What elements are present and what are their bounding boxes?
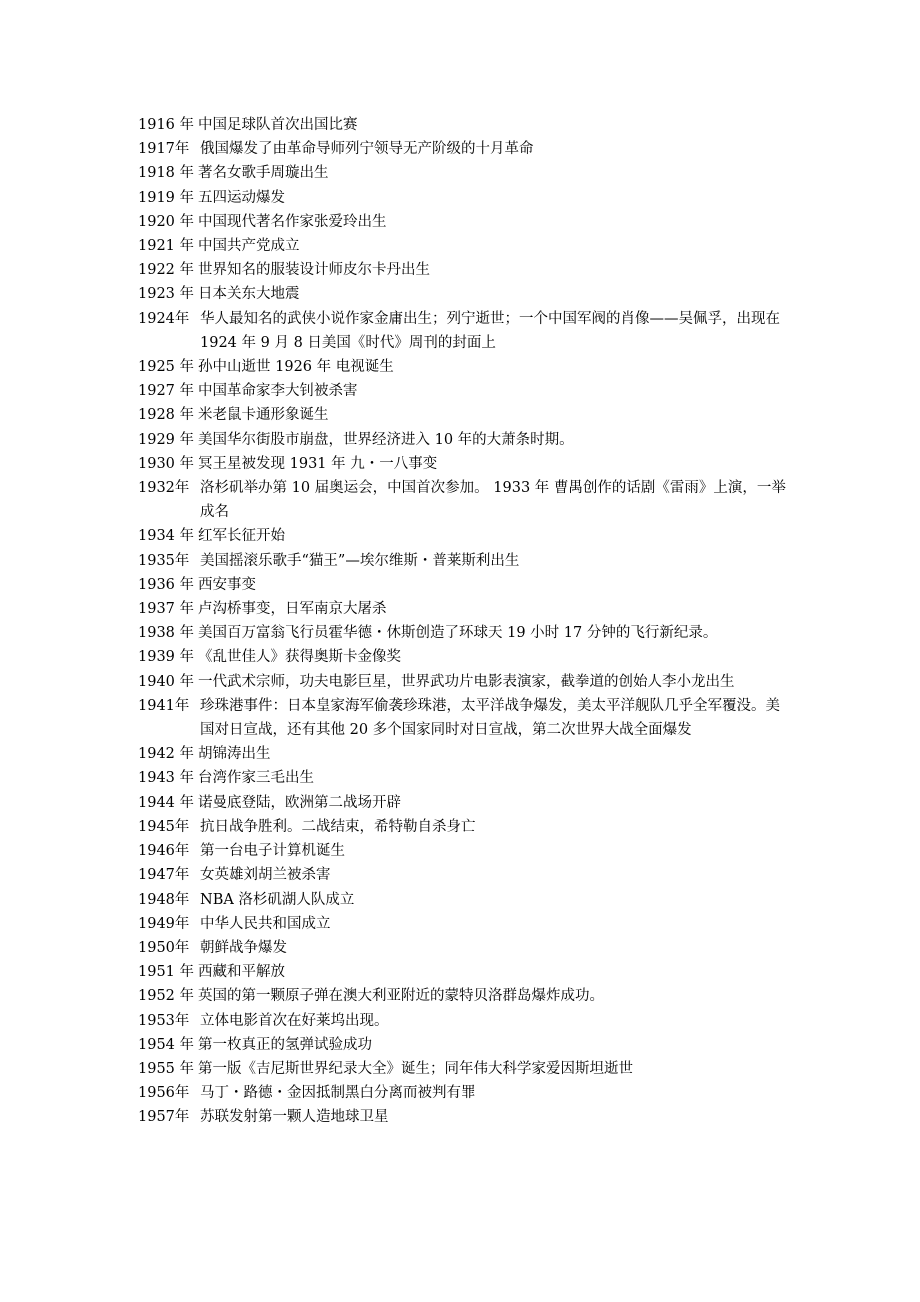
entry-text: 著名女歌手周璇出生 [198, 165, 329, 182]
entry-year: 1949年 [138, 915, 190, 932]
entry-year: 1938 年 [138, 625, 195, 642]
entry-year: 1944 年 [138, 794, 195, 811]
entry-year: 1942 年 [138, 746, 195, 763]
timeline-entry [138, 355, 788, 379]
timeline-entry [138, 621, 788, 645]
entry-text: 一代武术宗师，功夫电影巨星，世界武功片电影表演家，截拳道的创始人李小龙出生 [198, 673, 735, 690]
entry-text: 美国百万富翁飞行员霍华德・休斯创造了环球天 19 小时 17 分钟的飞行新纪录。 [198, 625, 718, 642]
entry-text: 《乱世佳人》获得奥斯卡金像奖 [198, 649, 402, 666]
entry-year: 1924年 [138, 310, 190, 327]
entry-year: 1932年 [138, 480, 190, 497]
timeline-entry [138, 428, 788, 452]
entry-text: 第一版《吉尼斯世界纪录大全》诞生；同年伟大科学家爱因斯坦逝世 [198, 1060, 634, 1077]
entry-year: 1957年 [138, 1109, 190, 1126]
timeline-entry [138, 1105, 788, 1129]
entry-year: 1951 年 [138, 964, 195, 981]
entry-year: 1936 年 [138, 576, 195, 593]
entry-year: 1947年 [138, 867, 190, 884]
timeline-entry [138, 137, 788, 161]
entry-year: 1937 年 [138, 601, 195, 618]
entry-text: 卢沟桥事变，日军南京大屠杀 [198, 601, 387, 618]
timeline-entry [138, 1009, 788, 1033]
entry-year: 1945年 [138, 818, 190, 835]
timeline-entry [138, 282, 788, 306]
timeline-entry [138, 984, 788, 1008]
entry-year: 1940 年 [138, 673, 195, 690]
entry-text: 米老鼠卡通形象诞生 [198, 407, 329, 424]
timeline-entry [138, 960, 788, 984]
timeline-entry [138, 766, 788, 790]
entry-year: 1954 年 [138, 1036, 195, 1053]
timeline-entry [138, 1057, 788, 1081]
timeline-entry [138, 694, 788, 742]
entry-text: 冥王星被发现 1931 年 九・一八事变 [198, 455, 438, 472]
entry-text: 苏联发射第一颗人造地球卫星 [200, 1109, 389, 1126]
entry-text: 中国现代著名作家张爱玲出生 [198, 213, 387, 230]
entry-year: 1927 年 [138, 383, 195, 400]
timeline-entry [138, 1033, 788, 1057]
entry-year: 1919 年 [138, 189, 195, 206]
entry-year: 1939 年 [138, 649, 195, 666]
timeline-entry [138, 524, 788, 548]
timeline-entry [138, 379, 788, 403]
timeline-entry [138, 476, 788, 524]
entry-year: 1920 年 [138, 213, 195, 230]
entry-text: 珍珠港事件：日本皇家海军偷袭珍珠港，太平洋战争爆发，美太平洋舰队几乎全军覆没。美国对日宣战，还有其他 20 多个国家同时对日宣战，第二次世界大战全面爆发 [200, 697, 780, 739]
timeline-entry [138, 888, 788, 912]
timeline-entry [138, 815, 788, 839]
entry-year: 1955 年 [138, 1060, 195, 1077]
entry-text: 立体电影首次在好莱坞出现。 [200, 1012, 389, 1029]
entry-text: 朝鲜战争爆发 [200, 939, 287, 956]
entry-year: 1921 年 [138, 238, 195, 255]
entry-text: NBA 洛杉矶湖人队成立 [200, 891, 355, 908]
entry-year: 1950年 [138, 939, 190, 956]
entry-year: 1953年 [138, 1012, 190, 1029]
timeline-entry [138, 839, 788, 863]
entry-text: 台湾作家三毛出生 [198, 770, 315, 787]
entry-year: 1935年 [138, 552, 190, 569]
timeline-entry [138, 210, 788, 234]
entry-text: 中华人民共和国成立 [200, 915, 331, 932]
entry-text: 中国共产党成立 [198, 238, 300, 255]
entry-text: 诺曼底登陆，欧洲第二战场开辟 [198, 794, 402, 811]
entry-text: 第一台电子计算机诞生 [200, 843, 345, 860]
timeline-entry [138, 936, 788, 960]
entry-year: 1918 年 [138, 165, 195, 182]
entry-year: 1934 年 [138, 528, 195, 545]
entry-text: 胡锦涛出生 [198, 746, 271, 763]
entry-text: 中国革命家李大钊被杀害 [198, 383, 358, 400]
timeline-entry [138, 670, 788, 694]
entry-year: 1956年 [138, 1085, 190, 1102]
entry-text: 西安事变 [198, 576, 257, 593]
timeline-entry [138, 452, 788, 476]
entry-year: 1925 年 [138, 359, 195, 376]
entry-year: 1948年 [138, 891, 190, 908]
timeline-entry [138, 549, 788, 573]
entry-text: 孙中山逝世 1926 年 电视诞生 [198, 359, 394, 376]
entry-text: 美国华尔街股市崩盘，世界经济进入 10 年的大萧条时期。 [198, 431, 574, 448]
entry-text: 俄国爆发了由革命导师列宁领导无产阶级的十月革命 [200, 141, 534, 158]
entry-text: 华人最知名的武侠小说作家金庸出生；列宁逝世；一个中国军阀的肖像——吴佩孚，出现在 1924 年 9 月 8 日美国《时代》周刊的封面上 [200, 310, 780, 351]
timeline-list [138, 113, 788, 1130]
entry-text: 马丁・路德・金因抵制黑白分离而被判有罪 [200, 1085, 476, 1102]
timeline-entry [138, 645, 788, 669]
entry-year: 1943 年 [138, 770, 195, 787]
entry-text: 日本关东大地震 [198, 286, 300, 303]
timeline-entry [138, 234, 788, 258]
entry-year: 1941年 [138, 697, 190, 714]
entry-year: 1922 年 [138, 262, 195, 279]
timeline-entry [138, 161, 788, 185]
entry-text: 女英雄刘胡兰被杀害 [200, 867, 331, 884]
entry-text: 西藏和平解放 [198, 964, 286, 981]
entry-year: 1928 年 [138, 407, 195, 424]
entry-text: 美国摇滚乐歌手“猫王”—埃尔维斯・普莱斯利出生 [200, 552, 520, 569]
timeline-entry [138, 307, 788, 355]
entry-text: 红军长征开始 [198, 528, 286, 545]
entry-text: 世界知名的服装设计师皮尔卡丹出生 [198, 262, 431, 279]
entry-text: 五四运动爆发 [198, 189, 286, 206]
timeline-entry [138, 742, 788, 766]
timeline-entry [138, 113, 788, 137]
entry-year: 1946年 [138, 843, 190, 860]
timeline-entry [138, 597, 788, 621]
timeline-entry [138, 863, 788, 887]
timeline-entry [138, 573, 788, 597]
entry-year: 1930 年 [138, 455, 195, 472]
entry-year: 1916 年 [138, 117, 195, 133]
timeline-entry [138, 186, 788, 210]
timeline-entry [138, 258, 788, 282]
entry-text: 英国的第一颗原子弹在澳大利亚附近的蒙特贝洛群岛爆炸成功。 [198, 988, 605, 1005]
timeline-entry [138, 791, 788, 815]
entry-text: 第一枚真正的氢弹试验成功 [198, 1036, 373, 1053]
entry-text: 洛杉矶举办第 10 届奥运会，中国首次参加。 1933 年 曹禺创作的话剧《雷雨》上演，一举成名 [200, 480, 786, 521]
entry-year: 1917年 [138, 141, 190, 158]
timeline-entry [138, 403, 788, 427]
timeline-entry [138, 912, 788, 936]
entry-text: 抗日战争胜利。二战结束，希特勒自杀身亡 [200, 818, 476, 835]
entry-year: 1952 年 [138, 988, 195, 1005]
timeline-entry [138, 1081, 788, 1105]
entry-year: 1929 年 [138, 431, 195, 448]
entry-year: 1923 年 [138, 286, 195, 303]
entry-text: 中国足球队首次出国比赛 [198, 117, 358, 133]
